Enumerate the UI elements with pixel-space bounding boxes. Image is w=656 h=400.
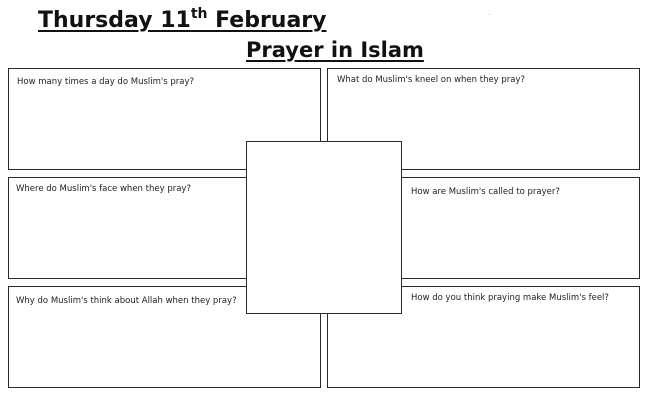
date-title-main: Thursday 11 [38,8,191,33]
date-title [38,6,327,36]
date-title-month: February [207,8,327,33]
question-think-about-allah: Why do Muslim's think about Allah when they pray? [16,296,237,306]
stray-mark [489,14,490,15]
question-times-a-day: How many times a day do Muslim's pray? [17,77,194,87]
date-title-suffix: th [190,6,208,22]
question-called-to-prayer: How are Muslim's called to prayer? [411,187,560,197]
question-feelings: How do you think praying make Muslim's feel? [411,293,609,303]
center-picture-box[interactable] [246,141,402,314]
question-kneel-on: What do Muslim's kneel on when they pray? [337,75,526,85]
question-face-direction: Where do Muslim's face when they pray? [16,184,191,194]
worksheet-subtitle: Prayer in Islam [246,38,424,62]
